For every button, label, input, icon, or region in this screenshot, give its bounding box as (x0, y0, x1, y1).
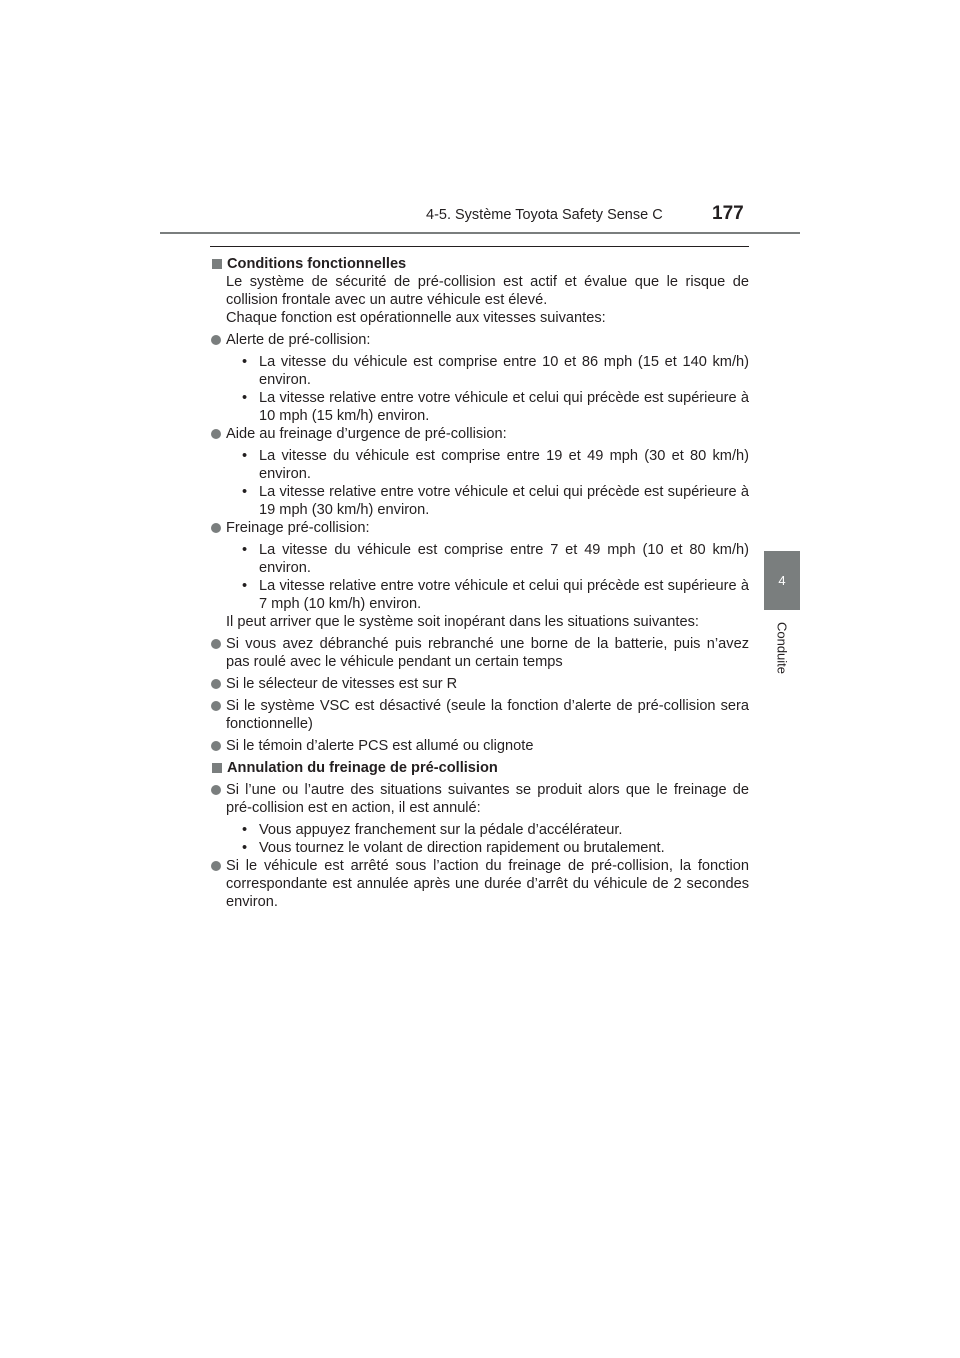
list-item-text: Si le témoin d’alerte PCS est allumé ou clignote (226, 738, 534, 754)
page-content (210, 255, 749, 911)
dot-bullet: • (242, 390, 248, 406)
sub-list-item (242, 483, 749, 519)
paragraph: Il peut arriver que le système soit inopérant dans les situations suivantes: (226, 614, 699, 630)
circle-bullet-icon (211, 429, 221, 439)
paragraph: Le système de sécurité de pré-collision est actif et évalue que le risque de collision frontale avec un autre véhicule est élevé. (226, 274, 749, 308)
circle-bullet-icon (211, 701, 221, 711)
section-heading (210, 255, 749, 273)
list-item (210, 857, 749, 911)
sub-list (210, 821, 749, 857)
sub-list (210, 353, 749, 425)
section-heading (210, 759, 749, 777)
list-item (210, 425, 749, 443)
square-bullet-icon (212, 763, 222, 773)
sub-list-item-text: La vitesse du véhicule est comprise entre 7 et 49 mph (10 et 80 km/h) environ. (259, 542, 749, 576)
sub-list-item (242, 821, 749, 839)
list-item (210, 519, 749, 537)
dot-bullet: • (242, 448, 248, 464)
chapter-number: 4 (778, 573, 786, 588)
sub-list-item (242, 577, 749, 613)
circle-bullet-icon (211, 335, 221, 345)
sub-list-item (242, 839, 749, 857)
sub-list-item (242, 447, 749, 483)
section-heading-text: Conditions fonctionnelles (227, 256, 407, 272)
dot-bullet: • (242, 840, 248, 856)
list-item (210, 331, 749, 349)
sub-list-item-text: La vitesse relative entre votre véhicule et celui qui précède est supérieure à 10 mph (15 km/h) environ. (259, 390, 749, 424)
list-item (210, 675, 749, 693)
dot-bullet: • (242, 822, 248, 838)
content-rule (210, 246, 749, 247)
chapter-label: Conduite (774, 621, 790, 675)
sub-list (210, 541, 749, 613)
list-item (210, 697, 749, 733)
sub-list-item-text: Vous tournez le volant de direction rapidement ou brutalement. (259, 840, 665, 856)
circle-bullet-icon (211, 741, 221, 751)
list-item-text: Aide au freinage d’urgence de pré-collision: (226, 426, 507, 442)
sub-list-item-text: La vitesse relative entre votre véhicule et celui qui précède est supérieure à 19 mph (30 km/h) environ. (259, 484, 749, 518)
sub-list-item-text: La vitesse du véhicule est comprise entre 10 et 86 mph (15 et 140 km/h) environ. (259, 354, 749, 388)
section-heading-text: Annulation du freinage de pré-collision (227, 760, 498, 776)
list-item-text: Freinage pré-collision: (226, 520, 370, 536)
list-item-text: Si le sélecteur de vitesses est sur R (226, 676, 458, 692)
dot-bullet: • (242, 354, 248, 370)
circle-bullet-icon (211, 785, 221, 795)
square-bullet-icon (212, 259, 222, 269)
list-item (210, 635, 749, 671)
list-item-text: Alerte de pré-collision: (226, 332, 371, 348)
sub-list (210, 447, 749, 519)
circle-bullet-icon (211, 523, 221, 533)
header-rule (160, 232, 800, 234)
dot-bullet: • (242, 542, 248, 558)
list-item-text: Si le véhicule est arrêté sous l’action du freinage de pré-collision, la fonction correspondante est annulée après une durée d’arrêt du véhicule de 2 secondes environ. (226, 858, 749, 910)
circle-bullet-icon (211, 861, 221, 871)
page-number: 177 (712, 203, 744, 224)
sub-list-item-text: La vitesse relative entre votre véhicule et celui qui précède est supérieure à 7 mph (10 km/h) environ. (259, 578, 749, 612)
dot-bullet: • (242, 578, 248, 594)
sub-list-item (242, 353, 749, 389)
paragraph: Chaque fonction est opérationnelle aux vitesses suivantes: (226, 310, 606, 326)
chapter-label-box (767, 618, 797, 678)
list-item-text: Si vous avez débranché puis rebranché une borne de la batterie, puis n’avez pas roulé avec le véhicule pendant un certain temps (226, 636, 749, 670)
circle-bullet-icon (211, 639, 221, 649)
chapter-tab (764, 551, 800, 610)
section-title: 4-5. Système Toyota Safety Sense C (426, 207, 663, 223)
circle-bullet-icon (211, 679, 221, 689)
list-item-text: Si le système VSC est désactivé (seule la fonction d’alerte de pré-collision sera fonctionnelle) (226, 698, 749, 732)
dot-bullet: • (242, 484, 248, 500)
sub-list-item (242, 389, 749, 425)
sub-list-item-text: Vous appuyez franchement sur la pédale d’accélérateur. (259, 822, 623, 838)
list-item-text: Si l’une ou l’autre des situations suivantes se produit alors que le freinage de pré-collision est en action, il est annulé: (226, 782, 749, 816)
list-item (210, 781, 749, 817)
sub-list-item (242, 541, 749, 577)
sub-list-item-text: La vitesse du véhicule est comprise entre 19 et 49 mph (30 et 80 km/h) environ. (259, 448, 749, 482)
list-item (210, 737, 749, 755)
